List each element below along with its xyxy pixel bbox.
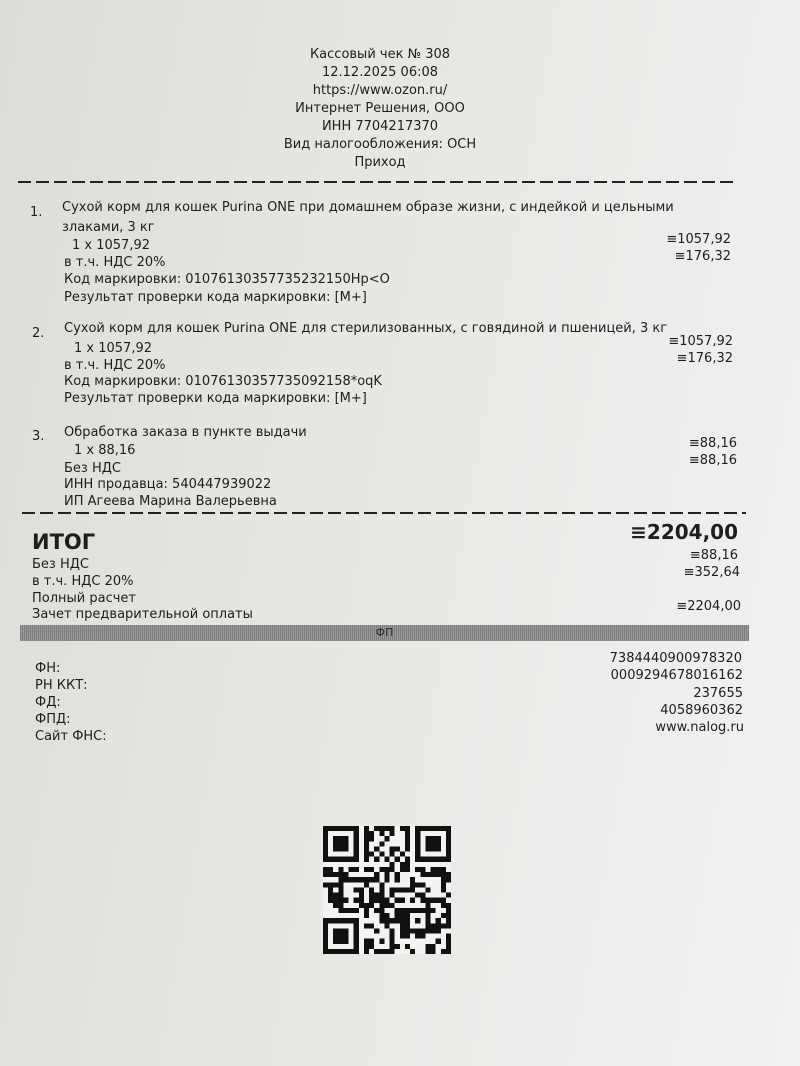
company-name: Интернет Решения, ООО bbox=[295, 101, 465, 116]
total-no-vat-value: ≡88,16 bbox=[689, 548, 738, 563]
prepayment-value: ≡2204,00 bbox=[676, 599, 741, 614]
fns-site-value: www.nalog.ru bbox=[655, 720, 744, 735]
item-code-check: Результат проверки кода маркировки: [M+] bbox=[64, 290, 367, 305]
divider bbox=[18, 181, 736, 183]
item-vat-label: в т.ч. НДС 20% bbox=[64, 255, 166, 270]
fpd-label: ФПД: bbox=[35, 712, 71, 727]
item-amount: ≡1057,92 bbox=[666, 232, 731, 247]
company-inn: ИНН 7704217370 bbox=[321, 119, 439, 134]
receipt-number: Кассовый чек № 308 bbox=[309, 47, 451, 62]
total-value: ≡2204,00 bbox=[630, 520, 738, 544]
total-vat-value: ≡352,64 bbox=[683, 565, 740, 580]
fiscal-band bbox=[20, 625, 749, 641]
item-vat-amount: ≡176,32 bbox=[674, 249, 731, 264]
item-quantity: 1 x 1057,92 bbox=[74, 341, 152, 356]
seller-url: https://www.ozon.ru/ bbox=[312, 83, 448, 98]
item-name: Сухой корм для кошек Purina ONE при домашнем образе жизни, с индейкой и цельными bbox=[62, 200, 674, 215]
item-vat-amount: ≡88,16 bbox=[688, 453, 737, 468]
item-name-cont: злаками, 3 кг bbox=[62, 220, 155, 235]
item-number: 1. bbox=[30, 205, 43, 220]
fpd-value: 4058960362 bbox=[660, 703, 743, 718]
payment-type: Полный расчет bbox=[32, 591, 136, 606]
fiscal-band-label: ФП bbox=[375, 626, 394, 639]
item-marking-code: Код маркировки: 01076130357735232150Hp<O bbox=[64, 272, 390, 287]
total-label: ИТОГ bbox=[32, 530, 96, 554]
divider bbox=[22, 512, 746, 514]
item-marking-code: Код маркировки: 01076130357735092158*oqK bbox=[64, 374, 382, 389]
item-amount: ≡1057,92 bbox=[668, 334, 733, 349]
item-quantity: 1 x 88,16 bbox=[74, 443, 136, 458]
rn-kkt-label: РН ККТ: bbox=[35, 678, 88, 693]
fd-label: ФД: bbox=[35, 695, 61, 710]
prepayment-label: Зачет предварительной оплаты bbox=[32, 607, 253, 622]
item-number: 3. bbox=[32, 429, 45, 444]
fns-site-label: Сайт ФНС: bbox=[35, 729, 107, 744]
item-vat-label: Без НДС bbox=[64, 461, 121, 476]
seller-inn: ИНН продавца: 540447939022 bbox=[64, 477, 272, 492]
item-amount: ≡88,16 bbox=[688, 436, 737, 451]
item-vat-amount: ≡176,32 bbox=[676, 351, 733, 366]
item-vat-label: в т.ч. НДС 20% bbox=[64, 358, 166, 373]
item-name: Сухой корм для кошек Purina ONE для стерилизованных, с говядиной и пшеницей, 3 кг bbox=[64, 321, 668, 336]
item-number: 2. bbox=[32, 326, 45, 341]
total-vat-label: в т.ч. НДС 20% bbox=[32, 574, 134, 589]
fn-value: 7384440900978320 bbox=[609, 651, 742, 666]
receipt-datetime: 12.12.2025 06:08 bbox=[321, 65, 439, 80]
qr-code-icon bbox=[323, 826, 451, 954]
item-quantity: 1 x 1057,92 bbox=[72, 238, 150, 253]
rn-kkt-value: 0009294678016162 bbox=[610, 668, 743, 683]
total-no-vat-label: Без НДС bbox=[32, 557, 89, 572]
tax-system: Вид налогообложения: ОСН bbox=[283, 137, 477, 152]
fd-value: 237655 bbox=[693, 686, 743, 701]
operation-type: Приход bbox=[354, 155, 406, 170]
seller-name: ИП Агеева Марина Валерьевна bbox=[64, 494, 277, 509]
fn-label: ФН: bbox=[35, 661, 61, 676]
item-code-check: Результат проверки кода маркировки: [M+] bbox=[64, 391, 367, 406]
item-name: Обработка заказа в пункте выдачи bbox=[64, 425, 307, 440]
